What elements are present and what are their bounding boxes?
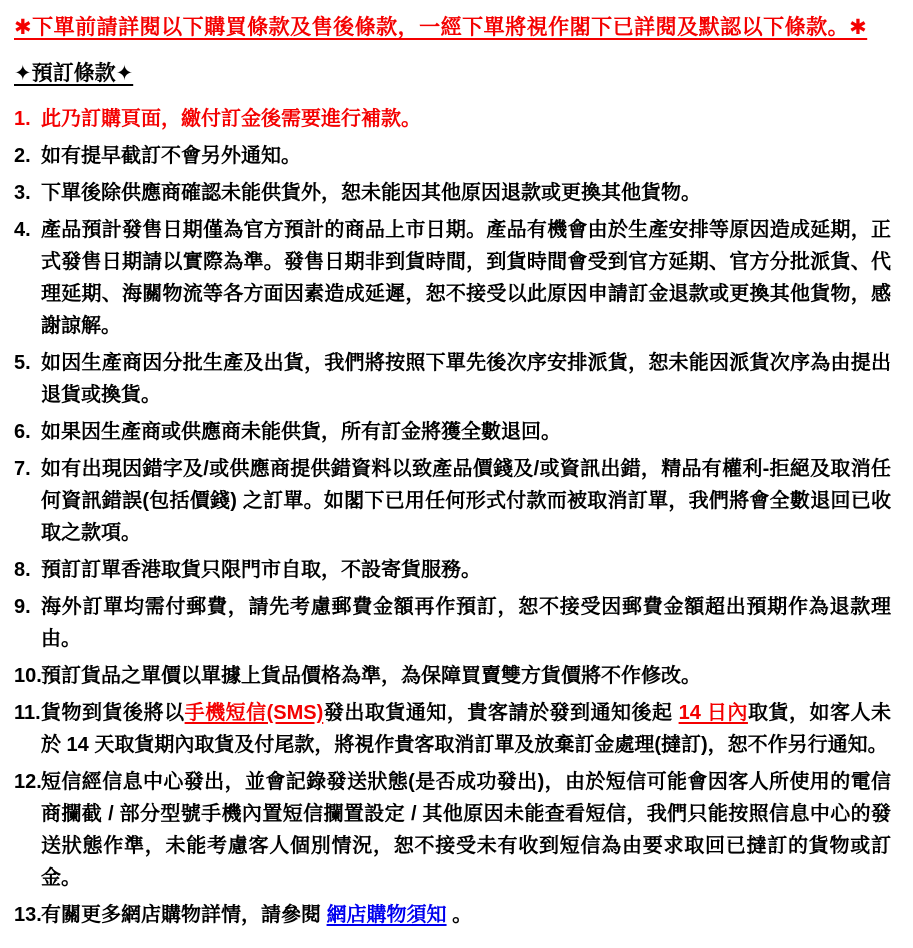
sms-highlight: 手機短信(SMS) [184,702,324,724]
term-number: 8. [14,559,31,581]
term-number: 1. [14,108,31,130]
term-text-segment: 。 [446,904,473,926]
term-text-segment: 發出取貨通知，貴客請於發到通知後起 [323,702,679,724]
pickup-deadline-highlight: 14 日內 [678,702,748,724]
term-text-segment: 此乃訂購頁面，繳付訂金後需要進行補款。 [41,108,421,130]
terms-list [14,103,891,931]
purchase-terms-header: ✱下單前請詳閱以下購買條款及售後條款，一經下單將視作閣下已詳閱及默認以下條款。✱ [14,16,868,39]
term-text-segment: 短信經信息中心發出，並會記錄發送狀態(是否成功發出)，由於短信可能會因客人所使用的電信商攔截 / 部分型號手機內置短信攔置設定 / 其他原因未能查看短信，我們只能按照信息中心的發送狀態作準，未能考慮客人個別情況，恕不接受未有收到短信為由要求取回已撻訂的貨物或訂金。 [41,771,891,889]
term-text-segment: 預訂訂單香港取貨只限門市自取，不設寄貨服務。 [41,559,481,581]
term-text-segment: 下單後除供應商確認未能供貨外，恕未能因其他原因退款或更換其他貨物。 [41,182,701,204]
term-item [14,140,891,172]
term-item [14,214,891,342]
term-number: 6. [14,421,31,443]
term-number: 5. [14,352,31,374]
term-item [14,899,891,931]
term-number: 12. [14,771,42,793]
term-number: 2. [14,145,31,167]
term-text-segment: 如有提早截訂不會另外通知。 [41,145,301,167]
term-item [14,103,891,135]
term-text-segment: 如果因生產商或供應商未能供貨，所有訂金將獲全數退回。 [41,421,561,443]
term-number: 4. [14,219,31,241]
term-text-segment: 有關更多網店購物詳情，請參閱 [41,904,327,926]
term-item [14,554,891,586]
term-text-segment: 海外訂單均需付郵費，請先考慮郵費金額再作預訂，恕不接受因郵費金額超出預期作為退款理由。 [41,596,891,650]
terms-page [14,13,891,931]
term-text-segment: 如有出現因錯字及/或供應商提供錯資料以致產品價錢及/或資訊出錯，精品有權利-拒絕及取消任何資訊錯誤(包括價錢) 之訂單。如閣下已用任何形式付款而被取消訂單，我們將會全數退回已收取之款項。 [41,458,891,544]
term-number: 10. [14,665,42,687]
term-item [14,347,891,411]
term-number: 11. [14,702,41,724]
term-number: 3. [14,182,31,204]
term-item [14,591,891,655]
term-text-segment: 產品預計發售日期僅為官方預計的商品上市日期。產品有機會由於生產安排等原因造成延期，正式發售日期請以實際為準。發售日期非到貨時間，到貨時間會受到官方延期、官方分批派貨、代理延期、海關物流等各方面因素造成延遲，恕不接受以此原因申請訂金退款或更換其他貨物，感謝諒解。 [41,219,891,337]
term-item [14,416,891,448]
term-number: 13. [14,904,42,926]
shop-guide-link[interactable]: 網店購物須知 [326,904,447,926]
term-item [14,177,891,209]
preorder-terms-title: ✦預訂條款✦ [14,62,134,85]
term-item [14,766,891,894]
term-item [14,453,891,549]
term-item [14,697,891,761]
term-item [14,660,891,692]
term-text-segment: 預訂貨品之單價以單據上貨品價格為準，為保障買賣雙方貨價將不作修改。 [41,665,701,687]
term-text-segment: 貨物到貨後將以 [41,702,185,724]
term-text-segment: 如因生產商因分批生產及出貨，我們將按照下單先後次序安排派貨，恕未能因派貨次序為由提出退貨或換貨。 [41,352,891,406]
term-text-segment: 取貨，如客人未於 14 天取貨期內取貨及付尾款，將視作貴客取消訂單及放棄訂金處理(撻訂)，恕不作另行通知。 [41,702,892,756]
term-number: 9. [14,596,31,618]
term-number: 7. [14,458,31,480]
